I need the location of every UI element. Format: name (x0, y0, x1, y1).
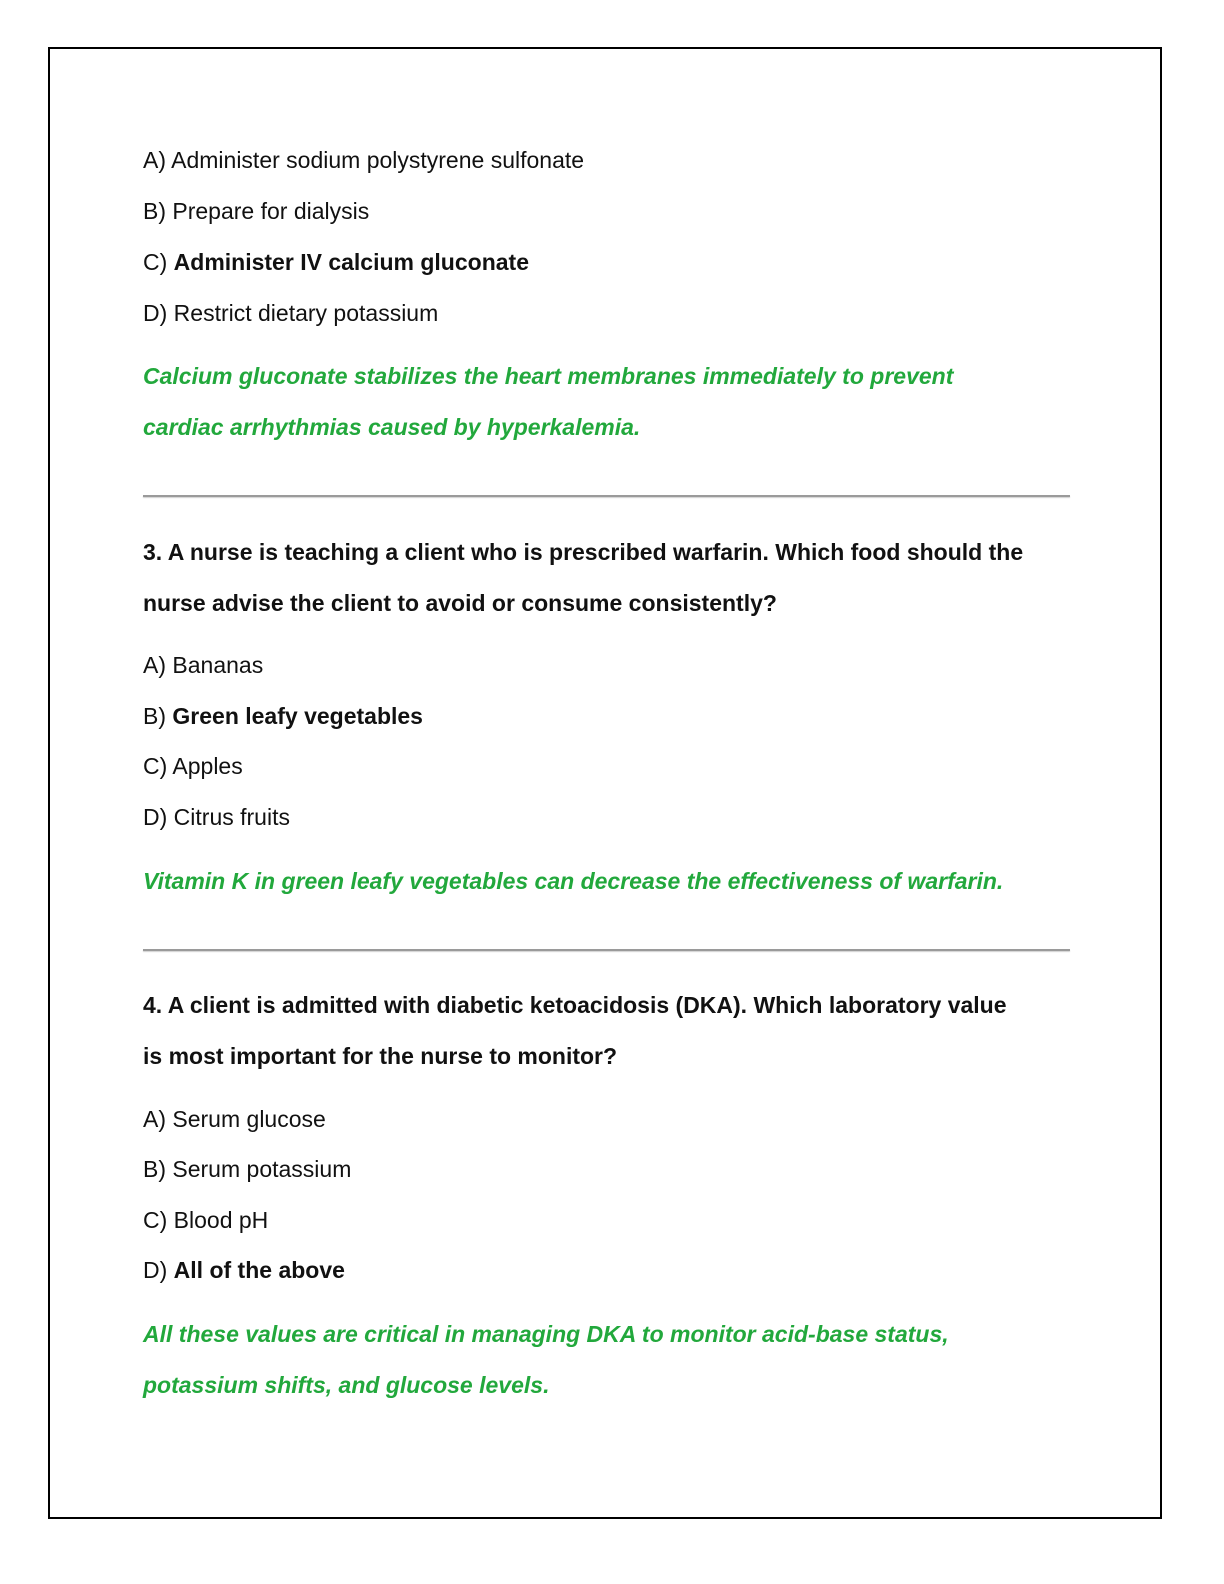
question-text: 4. A client is admitted with diabetic ketoacidosis (DKA). Which laboratory value (143, 992, 1007, 1018)
option-b: B) Serum potassium (143, 1156, 352, 1182)
explanation-line: Vitamin K in green leafy vegetables can decrease the effectiveness of warfarin. (143, 868, 1004, 894)
option-d: D) Restrict dietary potassium (143, 300, 439, 326)
section-divider (143, 949, 1070, 951)
option-b-correct: B) Green leafy vegetables (143, 703, 423, 729)
option-c: C) Blood pH (143, 1207, 269, 1233)
option-c: C) Apples (143, 753, 243, 779)
question-text: nurse advise the client to avoid or consume consistently? (143, 590, 777, 616)
option-a: A) Administer sodium polystyrene sulfonate (143, 147, 585, 173)
option-a: A) Serum glucose (143, 1106, 326, 1132)
option-d-correct: D) All of the above (143, 1257, 345, 1283)
option-c-correct: C) Administer IV calcium gluconate (143, 249, 529, 275)
explanation-line: cardiac arrhythmias caused by hyperkalemia. (143, 414, 641, 440)
question-text: 3. A nurse is teaching a client who is prescribed warfarin. Which food should the (143, 539, 1024, 565)
option-a: A) Bananas (143, 652, 264, 678)
explanation-line: Calcium gluconate stabilizes the heart membranes immediately to prevent (143, 363, 954, 389)
section-divider (143, 495, 1070, 497)
option-d: D) Citrus fruits (143, 804, 290, 830)
explanation-line: All these values are critical in managing DKA to monitor acid-base status, (143, 1321, 949, 1347)
option-b: B) Prepare for dialysis (143, 198, 370, 224)
question-text: is most important for the nurse to monitor? (143, 1043, 618, 1069)
explanation-line: potassium shifts, and glucose levels. (143, 1372, 550, 1398)
